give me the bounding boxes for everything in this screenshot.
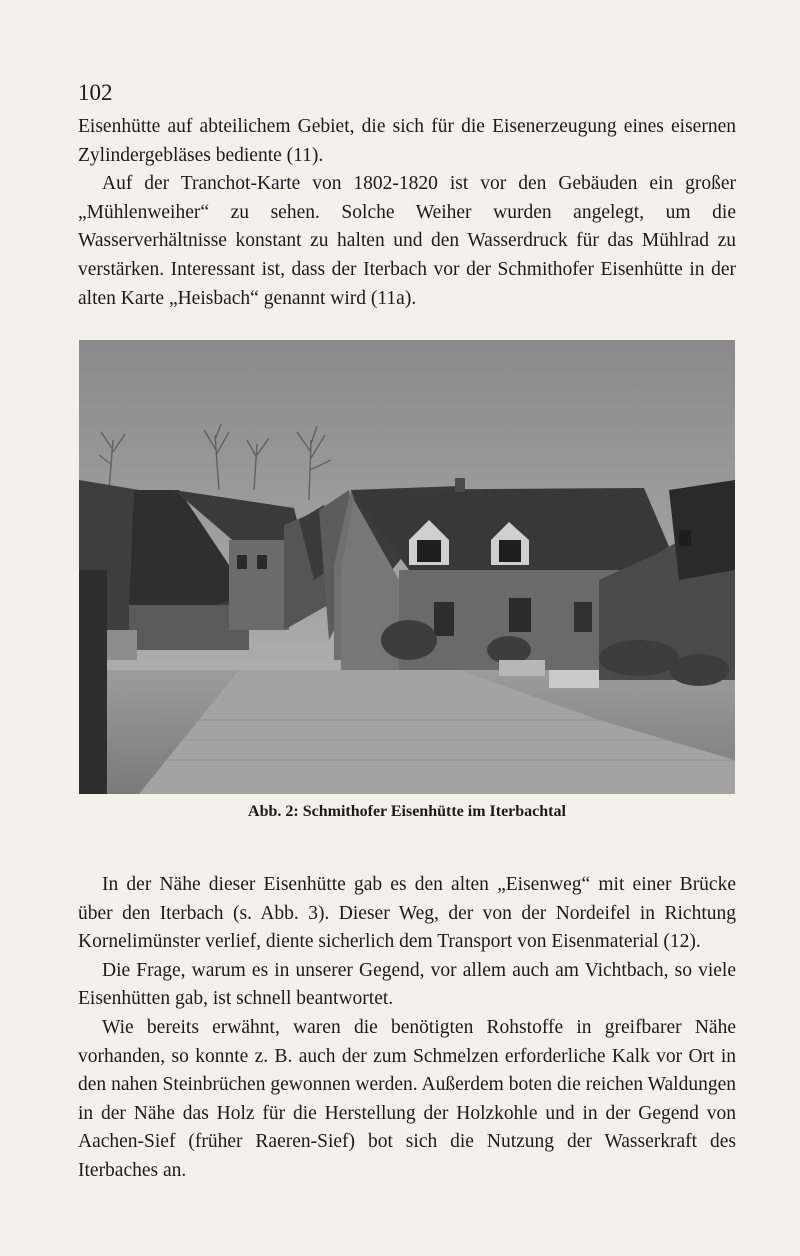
page-number: 102 <box>78 80 113 105</box>
figure-caption: Abb. 2: Schmithofer Eisenhütte im Iterbachtal <box>248 803 566 820</box>
paragraph: In der Nähe dieser Eisenhütte gab es den alten „Eisenweg“ mit einer Brücke über den Iterbach (s. Abb. 3). Dieser Weg, der von der Nordeifel in Richtung Kornelimünster verlief, diente sicherlich dem Transport von Eisenmaterial (12). <box>78 874 736 953</box>
paragraph: Die Frage, warum es in unserer Gegend, vor allem auch am Vichtbach, so viele Eisenhütten gab, ist schnell beantwortet. <box>78 959 736 1010</box>
paragraph: Eisenhütte auf abteilichem Gebiet, die sich für die Eisenerzeugung eines eisernen Zylindergebläses bediente (11). <box>78 116 736 166</box>
photo-illustration <box>79 340 735 794</box>
photo-schmithofer-eisenhuette <box>79 340 735 794</box>
paragraph: Wie bereits erwähnt, waren die benötigten Rohstoffe in greifbarer Nähe vorhanden, so konnte z. B. auch der zum Schmelzen erforderliche Kalk vor Ort in den nahen Steinbrüchen gewonnen werden. Außerdem boten die reichen Waldungen in der Nähe das Holz für die Herstellung der Holzkohle und in der Gegend von Aachen-Sief (früher Raeren-Sief) bot sich die Nutzung der Wasserkraft des Iterbaches an. <box>78 1016 736 1181</box>
text-block-top <box>78 113 736 313</box>
paragraph: Auf der Tranchot-Karte von 1802-1820 ist vor den Gebäuden ein großer „Mühlenweiher“ zu sehen. Solche Weiher wurden angelegt, um die Wasserverhältnisse konstant zu halten und den Wasserdruck für das Mühlrad zu verstärken. Interessant ist, dass der Iterbach vor der Schmithofer Eisenhütte in der alten Karte „Heisbach“ genannt wird (11a). <box>78 173 736 309</box>
text-block-bottom <box>78 871 736 1186</box>
